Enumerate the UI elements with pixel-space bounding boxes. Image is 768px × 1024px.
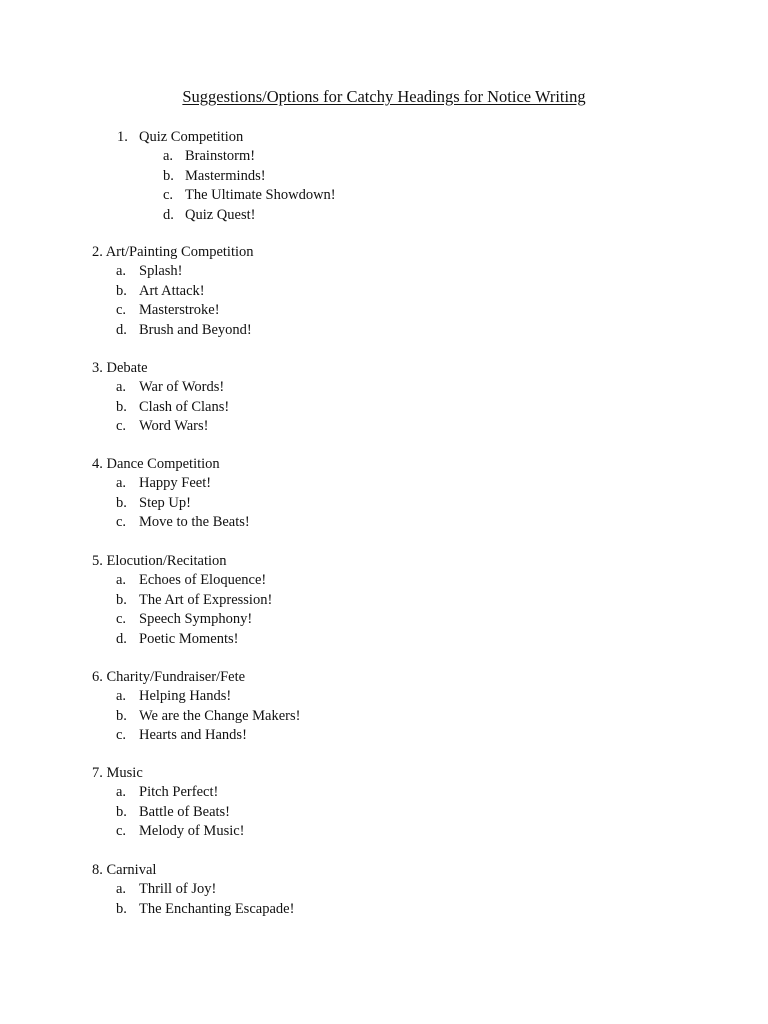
page-title: Suggestions/Options for Catchy Headings for Notice Writing: [182, 87, 586, 106]
list-item: The Art of Expression!: [139, 591, 273, 608]
list-item-marker: c.: [116, 302, 127, 319]
list-item: The Enchanting Escapade!: [139, 900, 295, 917]
section-heading-text: Charity/Fundraiser/Fete: [106, 669, 246, 685]
list-item-marker: a.: [163, 148, 174, 165]
list-item: Masterstroke!: [139, 302, 220, 319]
section-number: 7.: [92, 765, 103, 781]
section-number: 4.: [92, 456, 103, 472]
list-item: Word Wars!: [139, 418, 209, 435]
list-item-marker: b.: [116, 282, 127, 299]
list-item-marker: b.: [116, 494, 127, 511]
list-item-marker: d.: [163, 206, 174, 223]
list-item: Pitch Perfect!: [139, 784, 219, 801]
list-item-marker: a.: [116, 881, 127, 898]
section-heading: [92, 764, 143, 783]
section-number: 2.: [92, 244, 103, 260]
list-item-marker: c.: [116, 418, 127, 435]
list-item: Hearts and Hands!: [139, 727, 247, 744]
list-item: Helping Hands!: [139, 688, 232, 705]
list-item: Step Up!: [139, 494, 191, 511]
list-item: Speech Symphony!: [139, 611, 253, 628]
list-item-marker: d.: [116, 321, 127, 338]
section-heading-text: Art/Painting Competition: [105, 244, 254, 260]
list-item-marker: a.: [116, 379, 127, 396]
list-item: Thrill of Joy!: [139, 881, 217, 898]
list-item: Poetic Moments!: [139, 630, 239, 647]
section-heading: [92, 668, 245, 687]
list-item-marker: a.: [116, 475, 127, 492]
list-item: The Ultimate Showdown!: [185, 187, 336, 204]
section-heading: [92, 455, 220, 474]
section-number: 3.: [92, 360, 103, 376]
list-item: Splash!: [139, 263, 183, 280]
section-heading-text: Carnival: [106, 862, 157, 878]
section-heading-text: Music: [106, 765, 143, 781]
list-item: War of Words!: [139, 379, 225, 396]
section-heading-text: Debate: [106, 360, 148, 376]
list-item: Clash of Clans!: [139, 398, 230, 415]
section-heading: [92, 552, 227, 571]
section-heading: [92, 861, 156, 880]
section-number: 6.: [92, 669, 103, 685]
list-item-marker: b.: [116, 803, 127, 820]
list-item-marker: b.: [116, 591, 127, 608]
list-item-marker: a.: [116, 688, 127, 705]
list-item: Melody of Music!: [139, 823, 245, 840]
section-heading: Quiz Competition: [139, 129, 244, 145]
section-heading: [92, 359, 148, 378]
list-item-marker: c.: [163, 187, 174, 204]
section-heading-text: Dance Competition: [106, 456, 220, 472]
list-item: Art Attack!: [139, 282, 205, 299]
list-item: We are the Change Makers!: [139, 707, 301, 724]
section-number: 8.: [92, 862, 103, 878]
list-item-marker: d.: [116, 630, 127, 647]
list-item: Masterminds!: [185, 167, 266, 184]
list-item: Happy Feet!: [139, 475, 212, 492]
section-heading-text: Elocution/Recitation: [106, 553, 227, 569]
section-number: 5.: [92, 553, 103, 569]
list-item-marker: a.: [116, 572, 127, 589]
list-item: Brush and Beyond!: [139, 321, 252, 338]
list-item-marker: c.: [116, 514, 127, 531]
list-item-marker: b.: [116, 398, 127, 415]
list-item-marker: b.: [116, 900, 127, 917]
section-number: 1.: [117, 129, 128, 145]
list-item-marker: a.: [116, 784, 127, 801]
list-item-marker: b.: [163, 167, 174, 184]
list-item: Quiz Quest!: [185, 206, 256, 223]
section-heading: [92, 243, 254, 262]
list-item-marker: b.: [116, 707, 127, 724]
list-item-marker: c.: [116, 727, 127, 744]
list-item-marker: a.: [116, 263, 127, 280]
list-item: Brainstorm!: [185, 148, 256, 165]
list-item-marker: c.: [116, 611, 127, 628]
list-item: Move to the Beats!: [139, 514, 250, 531]
list-item: Echoes of Eloquence!: [139, 572, 267, 589]
list-item: Battle of Beats!: [139, 803, 231, 820]
list-item-marker: c.: [116, 823, 127, 840]
